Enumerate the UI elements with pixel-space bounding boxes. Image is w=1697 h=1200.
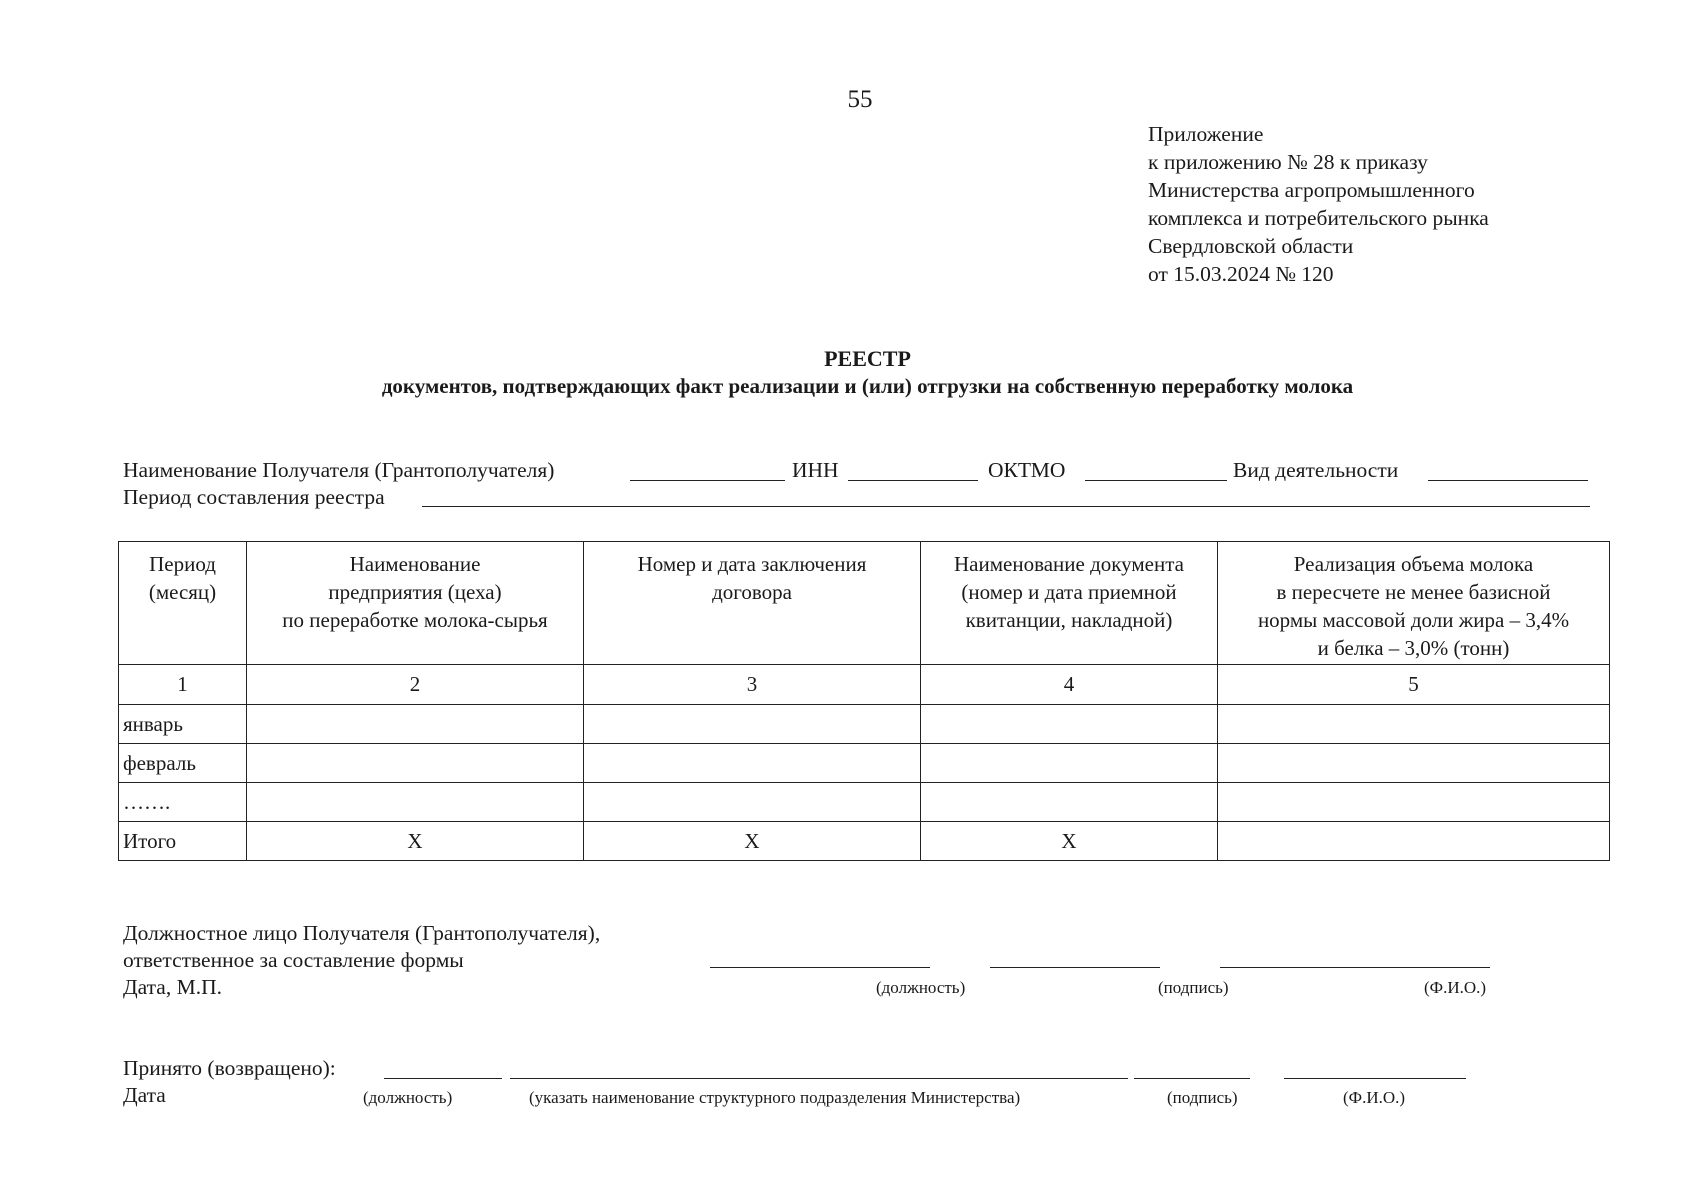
row-period: февраль [119, 744, 247, 783]
table-header-row [119, 542, 1610, 665]
total-cell[interactable] [1218, 822, 1610, 861]
register-table [118, 541, 1610, 861]
table-cell[interactable] [247, 744, 584, 783]
position-field[interactable] [710, 967, 930, 968]
table-cell[interactable] [584, 783, 921, 822]
header-volume: Реализация объема молока в пересчете не менее базисной нормы массовой доли жира – 3,4% и белка – 3,0% (тонн) [1218, 542, 1610, 665]
total-row [119, 822, 1610, 861]
table-cell[interactable] [1218, 744, 1610, 783]
table-cell[interactable] [1218, 783, 1610, 822]
official-label-line2: ответственное за составление формы [123, 948, 464, 972]
acceptance-position-field[interactable] [384, 1078, 502, 1079]
appendix-block [1148, 120, 1489, 288]
activity-field[interactable] [1428, 480, 1588, 481]
total-cell: Х [584, 822, 921, 861]
row-period: январь [119, 705, 247, 744]
acceptance-caption-department: (указать наименование структурного подразделения Министерства) [529, 1088, 1021, 1107]
recipient-label: Наименование Получателя (Грантополучателя) [123, 458, 555, 482]
appendix-line: комплекса и потребительского рынка [1148, 206, 1489, 230]
table-cell[interactable] [921, 744, 1218, 783]
acceptance-signature-field[interactable] [1134, 1078, 1250, 1079]
table-row [119, 744, 1610, 783]
caption-fio: (Ф.И.О.) [1424, 978, 1487, 997]
signature-field[interactable] [990, 967, 1160, 968]
table-cell[interactable] [584, 744, 921, 783]
header-document: Наименование документа (номер и дата приемной квитанции, накладной) [921, 542, 1218, 665]
page-number: 55 [847, 86, 873, 113]
table-cell[interactable] [921, 705, 1218, 744]
acceptance-caption-signature: (подпись) [1167, 1088, 1238, 1107]
appendix-line: Министерства агропромышленного [1148, 178, 1475, 202]
official-label-line1: Должностное лицо Получателя (Грантополучателя), [123, 921, 601, 945]
acceptance-caption-position: (должность) [363, 1088, 453, 1107]
header-period: Период (месяц) [119, 542, 247, 665]
appendix-line: от 15.03.2024 № 120 [1148, 262, 1334, 286]
caption-signature: (подпись) [1158, 978, 1229, 997]
acceptance-date-label: Дата [123, 1083, 166, 1107]
table-cell[interactable] [1218, 705, 1610, 744]
recipient-field[interactable] [630, 480, 785, 481]
date-mp-label: Дата, М.П. [123, 975, 222, 999]
appendix-line: к приложению № 28 к приказу [1148, 150, 1428, 174]
column-number: 4 [921, 665, 1218, 705]
table-cell[interactable] [247, 783, 584, 822]
acceptance-label: Принято (возвращено): [123, 1056, 336, 1080]
activity-label: Вид деятельности [1233, 458, 1399, 482]
acceptance-fio-field[interactable] [1284, 1078, 1466, 1079]
document-subtitle: документов, подтверждающих факт реализации и (или) отгрузки на собственную переработку молока [381, 374, 1354, 398]
column-number: 3 [584, 665, 921, 705]
table-row [119, 705, 1610, 744]
total-cell: Х [921, 822, 1218, 861]
row-total-label: Итого [119, 822, 247, 861]
oktmo-field[interactable] [1085, 480, 1227, 481]
oktmo-label: ОКТМО [988, 458, 1066, 482]
table-cell[interactable] [921, 783, 1218, 822]
row-period: ……. [119, 783, 247, 822]
inn-label: ИНН [792, 458, 839, 482]
acceptance-caption-fio: (Ф.И.О.) [1343, 1088, 1406, 1107]
total-cell: Х [247, 822, 584, 861]
appendix-line: Приложение [1148, 122, 1264, 146]
header-contract: Номер и дата заключения договора [584, 542, 921, 665]
caption-position: (должность) [876, 978, 966, 997]
fio-field[interactable] [1220, 967, 1490, 968]
table-cell[interactable] [247, 705, 584, 744]
header-enterprise: Наименование предприятия (цеха) по переработке молока-сырья [247, 542, 584, 665]
period-field[interactable] [422, 506, 1590, 507]
inn-field[interactable] [848, 480, 978, 481]
period-label: Период составления реестра [123, 485, 385, 509]
column-numbers-row [119, 665, 1610, 705]
table-row [119, 783, 1610, 822]
column-number: 2 [247, 665, 584, 705]
column-number: 1 [119, 665, 247, 705]
table-cell[interactable] [584, 705, 921, 744]
acceptance-department-field[interactable] [510, 1078, 1128, 1079]
appendix-line: Свердловской области [1148, 234, 1354, 258]
document-title: РЕЕСТР [824, 346, 911, 371]
column-number: 5 [1218, 665, 1610, 705]
